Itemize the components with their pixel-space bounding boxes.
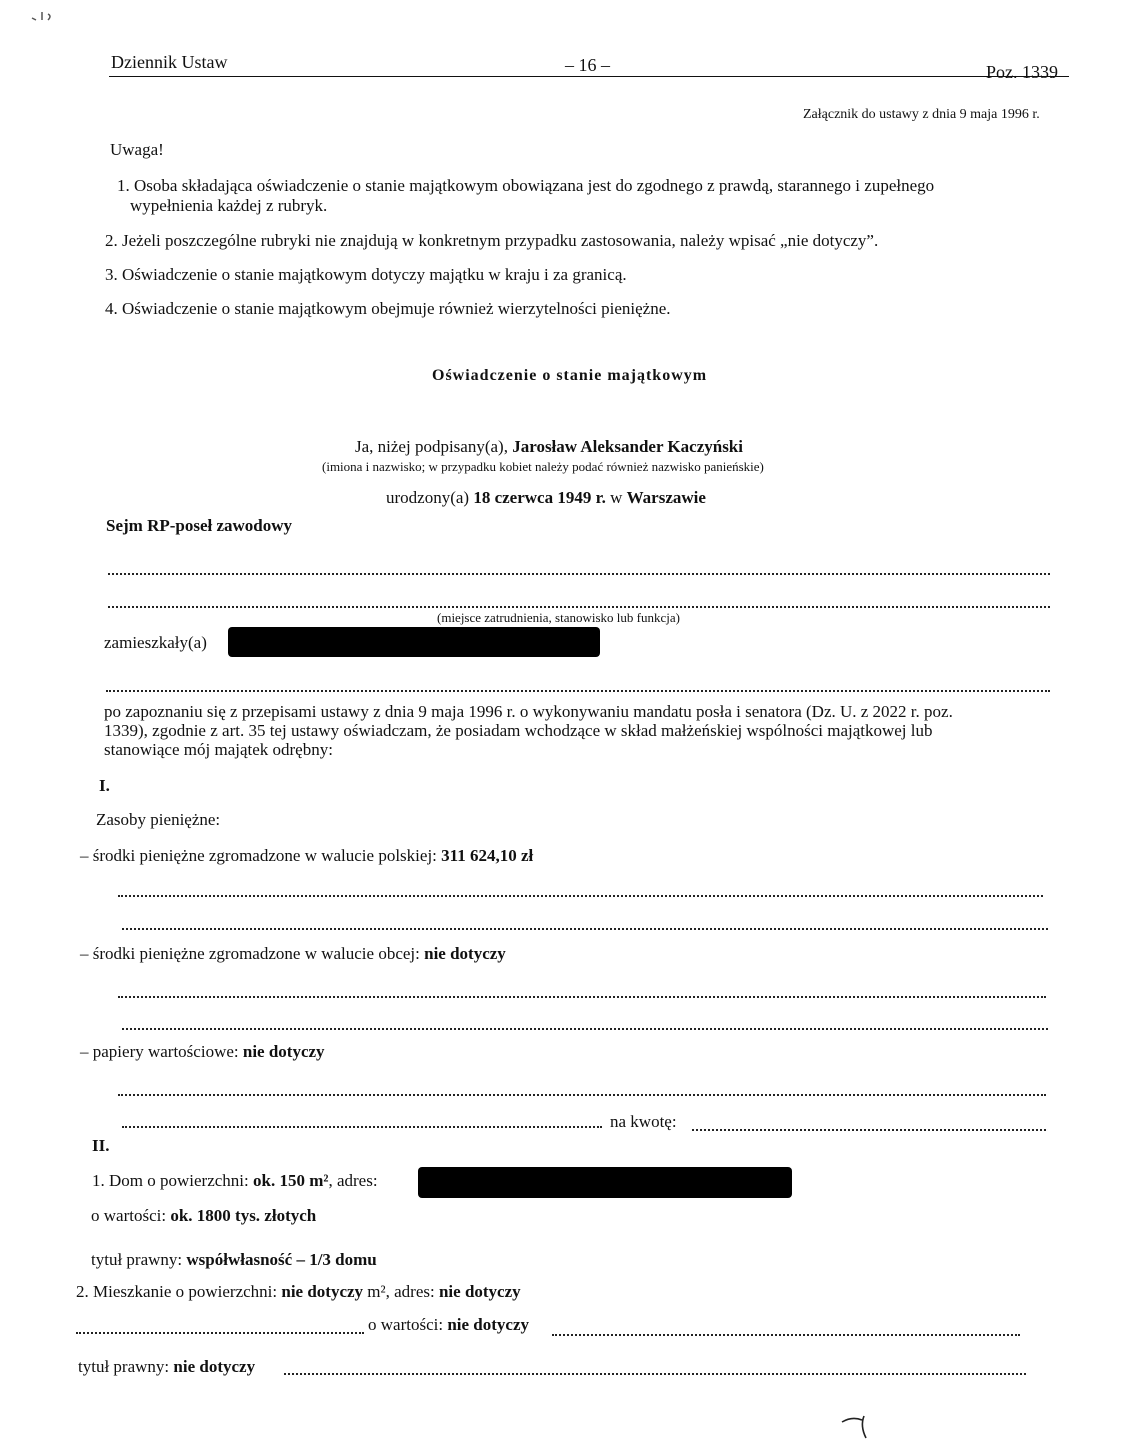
born-in-prefix: w [610, 488, 623, 507]
flat-value-dotted-line [552, 1334, 1020, 1336]
residence-label: zamieszkały(a) [104, 633, 207, 652]
born-date: 18 czerwca 1949 r. [473, 488, 606, 507]
pln-dotted-line [122, 928, 1048, 930]
statement-line-1: po zapoznaniu się z przepisami ustawy z dnia 9 maja 1996 r. o wykonywaniu mandatu posła i senatora (Dz. U. z 2022 r. poz. [104, 702, 953, 721]
section-ii-numeral: II. [92, 1136, 110, 1155]
house-title: współwłasność – 1/3 domu [186, 1250, 377, 1269]
flat-title-line [78, 1357, 255, 1377]
scan-mark-icon [28, 6, 58, 26]
notice-item-4: 4. Oświadczenie o stanie majątkowym obejmuje również wierzytelności pieniężne. [105, 299, 671, 318]
securities-dotted-line [122, 1126, 602, 1128]
notice-title: Uwaga! [110, 140, 164, 159]
section-i-heading: Zasoby pieniężne: [96, 810, 221, 829]
flat-value: nie dotyczy [447, 1315, 530, 1334]
flat-unit: m², adres: [367, 1282, 435, 1301]
born-prefix: urodzony(a) [386, 488, 470, 507]
statement-line-3: stanowiące mój majątek odrębny: [104, 740, 333, 759]
position-number: Poz. 1339 [986, 62, 1058, 82]
pln-value: 311 624,10 zł [441, 846, 534, 865]
house-line [92, 1171, 378, 1191]
flat-label: 2. Mieszkanie o powierzchni: [76, 1282, 278, 1301]
securities-line [80, 1042, 325, 1062]
redacted-address [228, 627, 600, 657]
amount-label: na kwotę: [610, 1112, 677, 1131]
flat-area: nie dotyczy [281, 1282, 364, 1301]
journal-name: Dziennik Ustaw [111, 52, 228, 72]
flat-title-label: tytuł prawny: [78, 1357, 170, 1376]
employment: Sejm RP-poseł zawodowy [106, 516, 293, 535]
signer-name: Jarosław Aleksander Kaczyński [512, 437, 743, 456]
employment-note: (miejsce zatrudnienia, stanowisko lub funkcja) [437, 610, 680, 625]
page-number: – 16 – [565, 55, 610, 75]
signer-prefix: Ja, niżej podpisany(a), [355, 437, 508, 456]
house-address-label: , adres: [328, 1171, 378, 1190]
residence-dotted-line [106, 690, 1050, 692]
birth-line [386, 488, 706, 508]
pln-label: – środki pieniężne zgromadzone w walucie polskiej: [80, 846, 437, 865]
flat-title: nie dotyczy [173, 1357, 256, 1376]
flat-value-label: o wartości: [368, 1315, 444, 1334]
notice-item-3: 3. Oświadczenie o stanie majątkowym dotyczy majątku w kraju i za granicą. [105, 265, 627, 284]
house-value-label: o wartości: [91, 1206, 167, 1225]
house-area: ok. 150 m² [253, 1171, 329, 1190]
securities-label: – papiery wartościowe: [80, 1042, 239, 1061]
foreign-dotted-line [118, 996, 1046, 998]
flat-line [76, 1282, 521, 1302]
notice-item-1: 1. Osoba składająca oświadczenie o stanie majątkowym obowiązana jest do zgodnego z prawdą, starannego i zupełnego [117, 176, 935, 195]
securities-dotted-line [118, 1094, 1046, 1096]
pln-dotted-line [118, 895, 1043, 897]
section-i-numeral: I. [99, 776, 110, 795]
name-note: (imiona i nazwisko; w przypadku kobiet należy podać również nazwisko panieńskie) [322, 459, 764, 474]
house-title-label: tytuł prawny: [91, 1250, 183, 1269]
flat-dotted-line [76, 1332, 364, 1334]
employment-dotted-line [108, 573, 1050, 575]
born-place: Warszawie [626, 488, 706, 507]
foreign-line [80, 944, 506, 964]
house-label: 1. Dom o powierzchni: [92, 1171, 249, 1190]
flat-title-dotted-line [284, 1373, 1026, 1375]
header-rule [109, 76, 1069, 77]
pln-line [80, 846, 533, 866]
foreign-dotted-line [122, 1028, 1048, 1030]
flat-value-line [368, 1315, 529, 1335]
house-value: ok. 1800 tys. złotych [170, 1206, 317, 1225]
signer-line [355, 437, 743, 457]
annex-note: Załącznik do ustawy z dnia 9 maja 1996 r. [803, 107, 1040, 122]
signature-initials-icon [838, 1412, 884, 1440]
notice-item-1-cont: wypełnienia każdej z rubryk. [130, 196, 328, 215]
redacted-house-address [418, 1167, 792, 1198]
foreign-label: – środki pieniężne zgromadzone w walucie obcej: [80, 944, 420, 963]
statement-line-2: 1339), zgodnie z art. 35 tej ustawy oświadczam, że posiadam wchodzące w skład małżeńskiej wspólności majątkowej lub [104, 721, 933, 740]
notice-item-2: 2. Jeżeli poszczególne rubryki nie znajdują w konkretnym przypadku zastosowania, należy wpisać „nie dotyczy”. [105, 231, 879, 250]
securities-value: nie dotyczy [242, 1042, 325, 1061]
house-value-line [91, 1206, 316, 1226]
foreign-value: nie dotyczy [424, 944, 506, 963]
flat-address: nie dotyczy [438, 1282, 521, 1301]
declaration-title: Oświadczenie o stanie majątkowym [432, 367, 708, 384]
amount-dotted-line [692, 1129, 1046, 1131]
employment-dotted-line [108, 606, 1050, 608]
house-title-line [91, 1250, 377, 1270]
